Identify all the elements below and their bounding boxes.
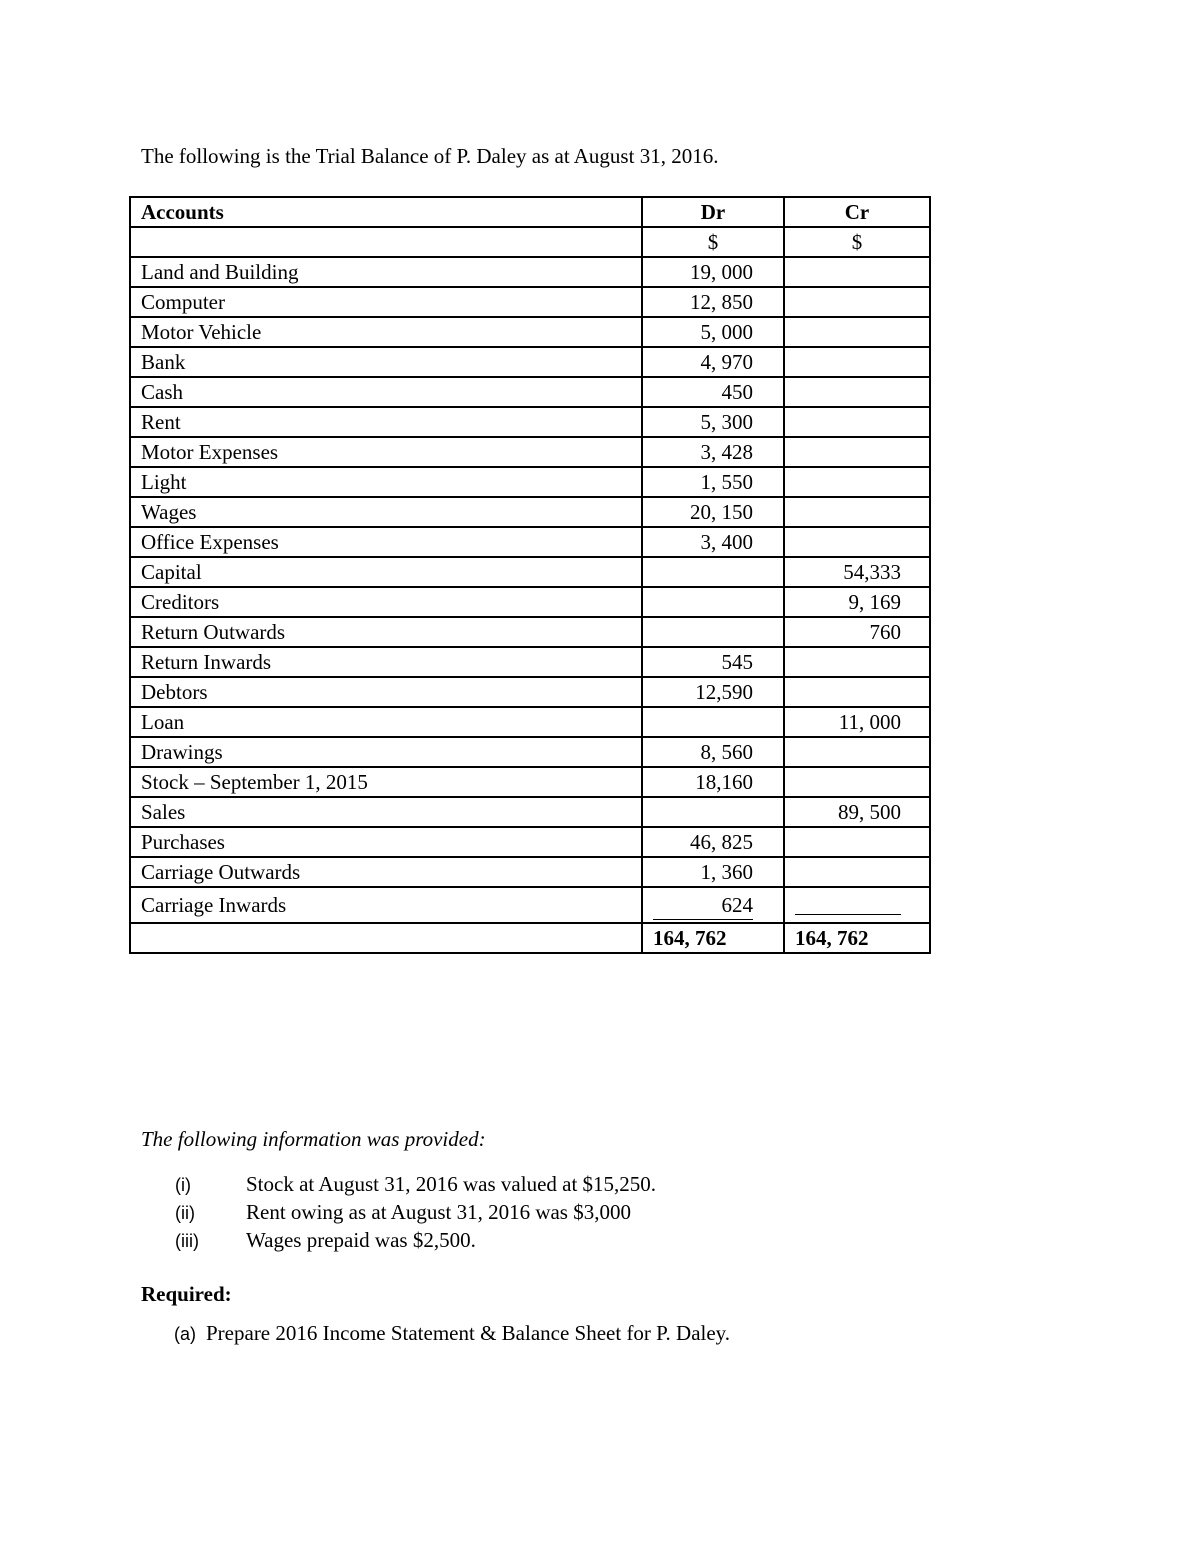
table-row — [130, 497, 930, 527]
cr-amount-cell — [784, 737, 930, 767]
table-header-row — [130, 197, 930, 227]
dr-amount-cell — [642, 467, 784, 497]
cr-amount-cell — [784, 647, 930, 677]
dr-amount: 12,590 — [695, 680, 753, 704]
info-item-text: Rent owing as at August 31, 2016 was $3,000 — [246, 1200, 631, 1224]
info-item-text: Wages prepaid was $2,500. — [246, 1228, 476, 1252]
dr-amount-cell — [642, 677, 784, 707]
dr-amount: 4, 970 — [700, 350, 753, 374]
cr-amount: 11, 000 — [838, 710, 901, 734]
dr-amount-cell — [642, 887, 784, 923]
header-dr: Dr — [642, 197, 784, 227]
dr-amount: 5, 300 — [700, 410, 753, 434]
dr-amount-cell — [642, 437, 784, 467]
table-row — [130, 797, 930, 827]
table-row — [130, 287, 930, 317]
dr-amount: 8, 560 — [700, 740, 753, 764]
info-item-mark: (i) — [175, 1175, 191, 1195]
dr-amount-cell — [642, 767, 784, 797]
table-row — [130, 767, 930, 797]
table-row — [130, 677, 930, 707]
table-row — [130, 707, 930, 737]
dr-amount-cell — [642, 347, 784, 377]
cr-amount-cell — [784, 407, 930, 437]
totals-row — [130, 923, 930, 953]
dr-amount-cell — [642, 617, 784, 647]
dr-amount-cell — [642, 287, 784, 317]
dr-amount: 1, 550 — [700, 470, 753, 494]
dr-amount-cell — [642, 557, 784, 587]
cr-amount — [795, 888, 901, 915]
dr-amount: 20, 150 — [690, 500, 753, 524]
cr-amount-cell — [784, 677, 930, 707]
cr-amount-cell — [784, 467, 930, 497]
cr-amount-cell — [784, 317, 930, 347]
cr-amount-cell — [784, 857, 930, 887]
cr-amount-cell — [784, 527, 930, 557]
account-name: Sales — [130, 797, 642, 827]
dr-amount: 1, 360 — [700, 860, 753, 884]
account-name: Bank — [130, 347, 642, 377]
info-item — [141, 1226, 656, 1254]
table-row — [130, 347, 930, 377]
dr-amount-cell — [642, 857, 784, 887]
account-name: Creditors — [130, 587, 642, 617]
dr-amount-cell — [642, 407, 784, 437]
total-dr: 164, 762 — [642, 923, 784, 953]
dr-amount-cell — [642, 497, 784, 527]
cr-amount-cell — [784, 767, 930, 797]
trial-balance-table — [129, 196, 931, 954]
cr-amount-cell — [784, 827, 930, 857]
task-a — [174, 1321, 730, 1346]
table-row — [130, 587, 930, 617]
account-name: Motor Expenses — [130, 437, 642, 467]
required-label: Required: — [141, 1282, 232, 1306]
account-name: Stock – September 1, 2015 — [130, 767, 642, 797]
totals-blank — [130, 923, 642, 953]
dr-amount: 450 — [721, 380, 753, 404]
account-name: Debtors — [130, 677, 642, 707]
dr-amount-cell — [642, 707, 784, 737]
account-name: Light — [130, 467, 642, 497]
account-name: Motor Vehicle — [130, 317, 642, 347]
dr-amount: 624 — [653, 891, 753, 920]
table-row — [130, 527, 930, 557]
info-title: The following information was provided: — [141, 1127, 486, 1151]
dr-amount-cell — [642, 587, 784, 617]
account-name: Wages — [130, 497, 642, 527]
dr-amount-cell — [642, 647, 784, 677]
cr-amount-cell — [784, 497, 930, 527]
table-row — [130, 857, 930, 887]
dr-amount-cell — [642, 737, 784, 767]
cr-amount: 54,333 — [843, 560, 901, 584]
dr-amount: 19, 000 — [690, 260, 753, 284]
table-row — [130, 467, 930, 497]
dr-amount-cell — [642, 827, 784, 857]
account-name: Carriage Outwards — [130, 857, 642, 887]
dr-amount-cell — [642, 257, 784, 287]
table-row — [130, 737, 930, 767]
dr-amount: 46, 825 — [690, 830, 753, 854]
cr-amount-cell — [784, 557, 930, 587]
total-cr: 164, 762 — [784, 923, 930, 953]
dr-amount: 3, 400 — [700, 530, 753, 554]
account-name: Capital — [130, 557, 642, 587]
cr-amount: 760 — [869, 620, 901, 644]
cr-amount-cell — [784, 587, 930, 617]
header-accounts: Accounts — [130, 197, 642, 227]
account-name: Carriage Inwards — [130, 887, 642, 923]
header-cr: Cr — [784, 197, 930, 227]
cr-amount-cell — [784, 887, 930, 923]
dr-amount: 5, 000 — [700, 320, 753, 344]
task-mark: (a) — [174, 1324, 196, 1344]
table-row — [130, 617, 930, 647]
dr-amount: 545 — [721, 650, 753, 674]
dr-amount-cell — [642, 317, 784, 347]
account-name: Drawings — [130, 737, 642, 767]
currency-dr: $ — [642, 227, 784, 257]
table-row — [130, 317, 930, 347]
account-name: Purchases — [130, 827, 642, 857]
intro-text: The following is the Trial Balance of P. Daley as at August 31, 2016. — [141, 144, 719, 168]
account-name: Computer — [130, 287, 642, 317]
info-item-text: Stock at August 31, 2016 was valued at $15,250. — [246, 1172, 657, 1196]
cr-amount-cell — [784, 797, 930, 827]
table-row — [130, 437, 930, 467]
account-name: Rent — [130, 407, 642, 437]
cr-amount-cell — [784, 287, 930, 317]
account-name: Land and Building — [130, 257, 642, 287]
info-list — [141, 1170, 656, 1254]
dr-amount-cell — [642, 377, 784, 407]
account-name: Return Inwards — [130, 647, 642, 677]
cr-amount-cell — [784, 707, 930, 737]
task-text: Prepare 2016 Income Statement & Balance Sheet for P. Daley. — [206, 1321, 731, 1345]
dr-amount: 18,160 — [695, 770, 753, 794]
cr-amount-cell — [784, 617, 930, 647]
info-item-mark: (ii) — [175, 1203, 195, 1223]
table-row — [130, 887, 930, 923]
table-row — [130, 407, 930, 437]
table-row — [130, 257, 930, 287]
account-name: Return Outwards — [130, 617, 642, 647]
currency-row — [130, 227, 930, 257]
cr-amount-cell — [784, 377, 930, 407]
cr-amount: 9, 169 — [848, 590, 901, 614]
currency-blank — [130, 227, 642, 257]
cr-amount-cell — [784, 257, 930, 287]
cr-amount: 89, 500 — [838, 800, 901, 824]
table-row — [130, 557, 930, 587]
info-item — [141, 1170, 656, 1198]
info-item — [141, 1198, 656, 1226]
currency-cr: $ — [784, 227, 930, 257]
info-item-mark: (iii) — [175, 1231, 199, 1251]
dr-amount-cell — [642, 797, 784, 827]
table-row — [130, 827, 930, 857]
cr-amount-cell — [784, 347, 930, 377]
dr-amount: 12, 850 — [690, 290, 753, 314]
account-name: Loan — [130, 707, 642, 737]
dr-amount-cell — [642, 527, 784, 557]
table-row — [130, 377, 930, 407]
account-name: Office Expenses — [130, 527, 642, 557]
dr-amount: 3, 428 — [700, 440, 753, 464]
account-name: Cash — [130, 377, 642, 407]
table-row — [130, 647, 930, 677]
cr-amount-cell — [784, 437, 930, 467]
